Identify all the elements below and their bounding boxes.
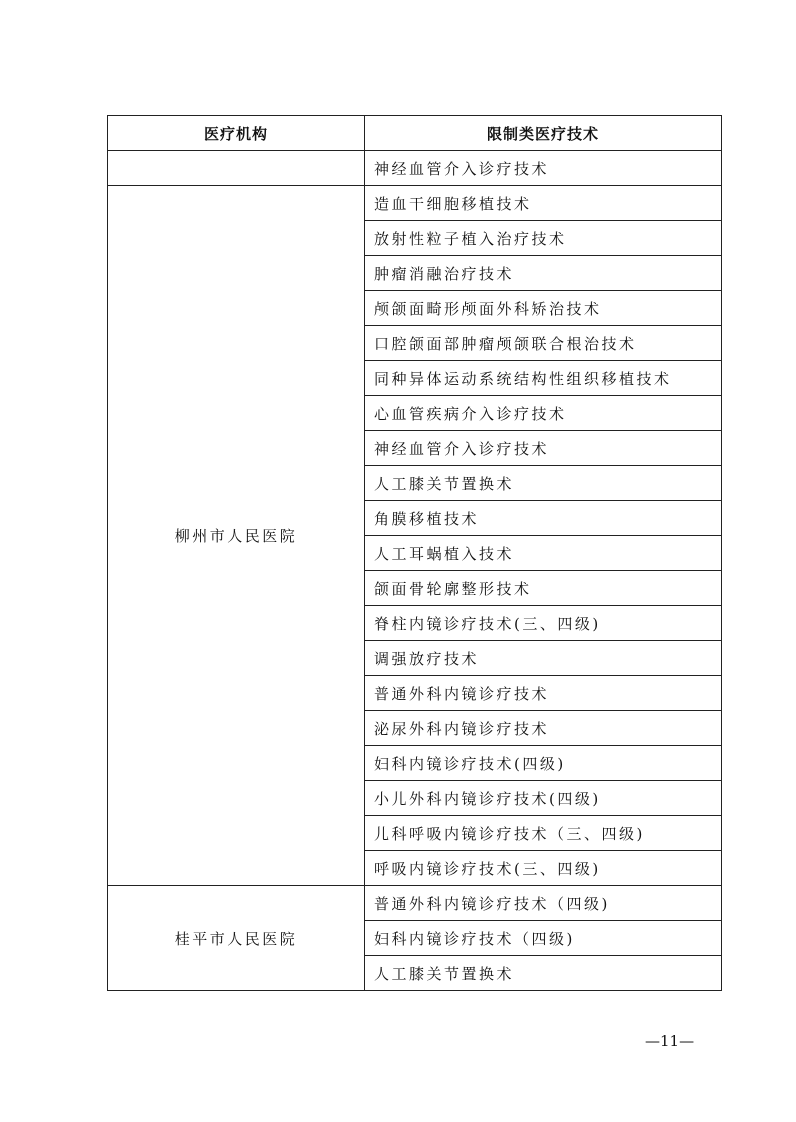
technology-cell: 造血干细胞移植技术 <box>365 186 722 221</box>
technology-cell: 心血管疾病介入诊疗技术 <box>365 396 722 431</box>
technology-cell: 普通外科内镜诊疗技术 <box>365 676 722 711</box>
technology-cell: 同种异体运动系统结构性组织移植技术 <box>365 361 722 396</box>
technology-cell: 人工膝关节置换术 <box>365 956 722 991</box>
technology-cell: 小儿外科内镜诊疗技术(四级) <box>365 781 722 816</box>
technology-cell: 人工膝关节置换术 <box>365 466 722 501</box>
technology-cell: 神经血管介入诊疗技术 <box>365 151 722 186</box>
hospital-cell: 柳州市人民医院 <box>108 186 365 886</box>
technology-cell: 泌尿外科内镜诊疗技术 <box>365 711 722 746</box>
technology-cell: 调强放疗技术 <box>365 641 722 676</box>
table-body <box>108 151 722 991</box>
technology-cell: 角膜移植技术 <box>365 501 722 536</box>
technology-cell: 人工耳蜗植入技术 <box>365 536 722 571</box>
hospital-cell <box>108 151 365 186</box>
technology-cell: 口腔颌面部肿瘤颅颌联合根治技术 <box>365 326 722 361</box>
technology-cell: 普通外科内镜诊疗技术（四级) <box>365 886 722 921</box>
technology-cell: 妇科内镜诊疗技术（四级) <box>365 921 722 956</box>
table-row <box>108 151 722 186</box>
table-row <box>108 186 722 221</box>
technology-cell: 脊柱内镜诊疗技术(三、四级) <box>365 606 722 641</box>
technology-cell: 呼吸内镜诊疗技术(三、四级) <box>365 851 722 886</box>
table-header-row <box>108 116 722 151</box>
header-institution: 医疗机构 <box>108 116 365 151</box>
technology-cell: 颅颌面畸形颅面外科矫治技术 <box>365 291 722 326</box>
technology-cell: 肿瘤消融治疗技术 <box>365 256 722 291</box>
technology-cell: 神经血管介入诊疗技术 <box>365 431 722 466</box>
restricted-tech-table <box>107 115 722 991</box>
technology-cell: 放射性粒子植入治疗技术 <box>365 221 722 256</box>
technology-cell: 颌面骨轮廓整形技术 <box>365 571 722 606</box>
page-number: —11— <box>645 1032 695 1050</box>
table-row <box>108 886 722 921</box>
technology-cell: 妇科内镜诊疗技术(四级) <box>365 746 722 781</box>
header-technology: 限制类医疗技术 <box>365 116 722 151</box>
hospital-cell: 桂平市人民医院 <box>108 886 365 991</box>
technology-cell: 儿科呼吸内镜诊疗技术（三、四级) <box>365 816 722 851</box>
